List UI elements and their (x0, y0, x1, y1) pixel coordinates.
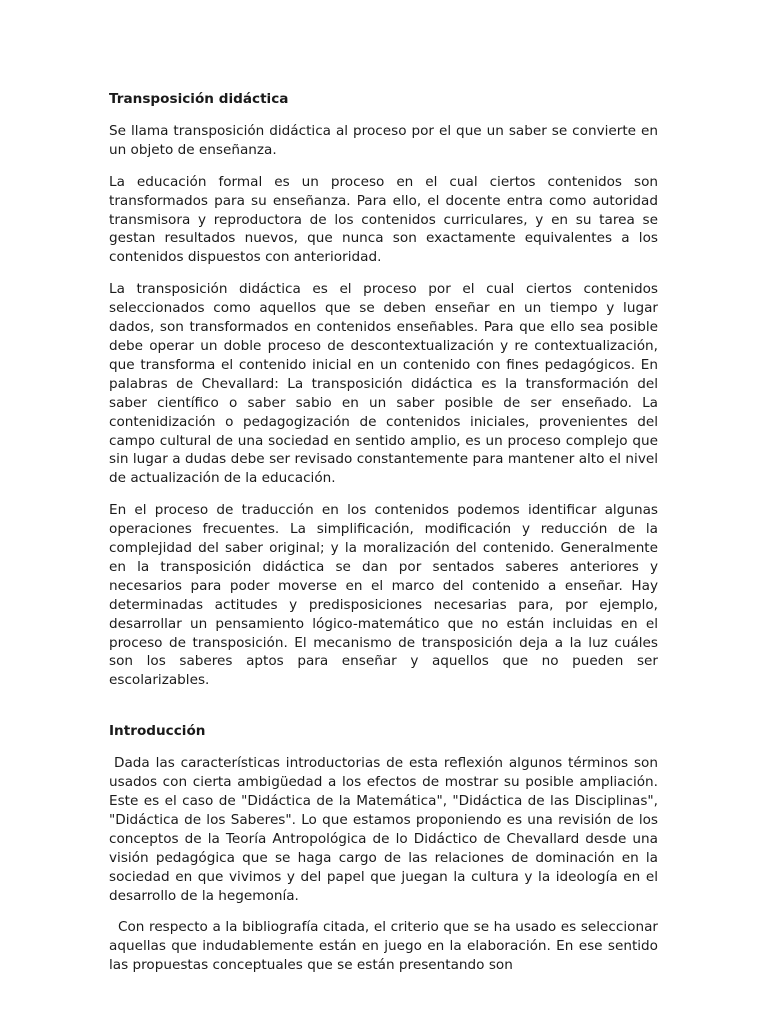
section-title-introduccion: Introducción (109, 723, 206, 740)
section-title-transposicion: Transposición didáctica (109, 91, 289, 107)
paragraph: Con respecto a la bibliografía citada, el criterio que se ha usado es seleccionar aquellas que indudablemente están en juego en la elaboración. En ese sentido las propuestas conceptuales que se están presentando son (109, 919, 658, 974)
paragraph: Se llama transposición didáctica al proceso por el que un saber se convierte en un objeto de enseñanza. (109, 122, 658, 158)
paragraph: La educación formal es un proceso en el cual ciertos contenidos son transformados para su enseñanza. Para ello, el docente entra como autoridad transmisora y reproductora de los contenidos curriculares, y en su tarea se gestan resultados nuevos, que nunca son exactamente equivalentes a los contenidos dispuestos con anterioridad. (109, 173, 658, 266)
paragraph: En el proceso de traducción en los contenidos podemos identificar algunas operaciones frecuentes. La simplificación, modificación y reducción de la complejidad del saber original; y la moralización del contenido. Generalmente en la transposición didáctica se dan por sentados saberes anteriores y necesarios para poder moverse en el marco del contenido a enseñar. Hay determinadas actitudes y predisposiciones necesarias para, por ejemplo, desarrollar un pensamiento lógico-matemático que no están incluidas en el proceso de transposición. El mecanismo de transposición deja a la luz cuáles son los saberes aptos para enseñar y aquellos que no pueden ser escolarizables. (109, 502, 658, 689)
document-page (109, 90, 658, 988)
paragraph: Dada las características introductorias de esta reflexión algunos términos son usados con cierta ambigüedad a los efectos de mostrar su posible ampliación. Este es el caso de "Didáctica de la Matemática", "Didáctica de las Disciplinas", "Didáctica de los Saberes". Lo que estamos proponiendo es una revisión de los conceptos de la Teoría Antropológica de lo Didáctico de Chevallard desde una visión pedagógica que se haga cargo de las relaciones de dominación en la sociedad en que vivimos y del papel que juegan la cultura y la ideología en el desarrollo de la hegemonía. (109, 755, 658, 904)
paragraph: La transposición didáctica es el proceso por el cual ciertos contenidos seleccionados como aquellos que se deben enseñar en un tiempo y lugar dados, son transformados en contenidos enseñables. Para que ello sea posible debe operar un doble proceso de descontextualización y re contextualización, que transforma el contenido inicial en un contenido con fines pedagógicos. En palabras de Chevallard: La transposición didáctica es la transformación del saber científico o saber sabio en un saber posible de ser enseñado. La contenidización o pedagogización de contenidos iniciales, provenientes del campo cultural de una sociedad en sentido amplio, es un proceso complejo que sin lugar a dudas debe ser revisado constantemente para mantener alto el nivel de actualización de la educación. (109, 281, 658, 487)
